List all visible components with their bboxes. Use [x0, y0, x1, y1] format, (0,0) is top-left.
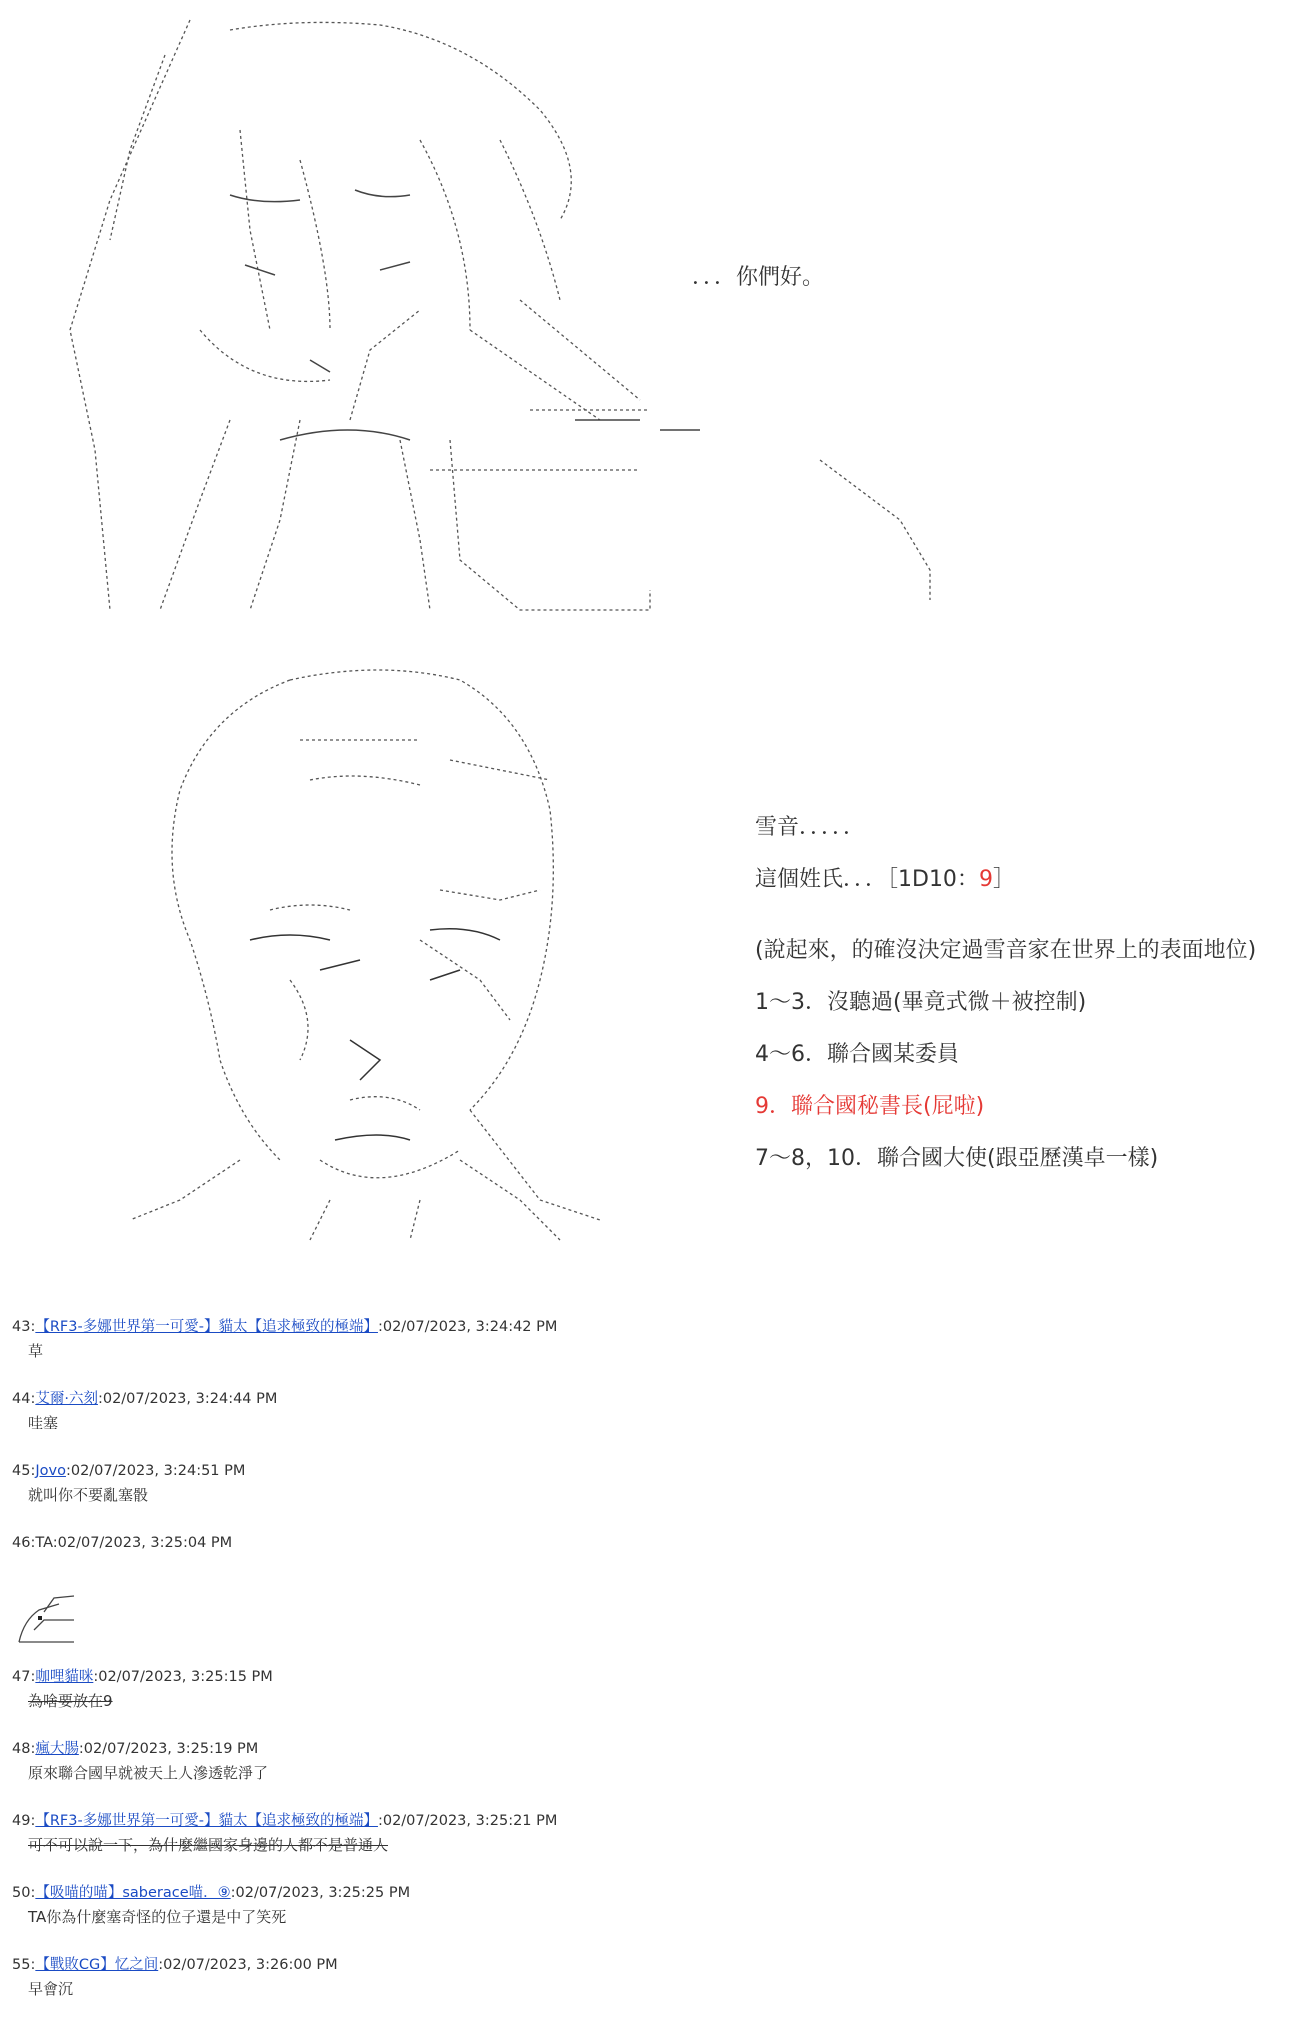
reply-body: 原來聯合國早就被天上人滲透乾淨了 — [28, 1764, 269, 1782]
reply-body — [12, 1554, 1282, 1666]
reply-time: :02/07/2023, 3:24:51 PM — [65, 1463, 246, 1479]
option-7-8-10: 7～8，10．聯合國大使(跟亞歷漢卓一樣) — [755, 1146, 1159, 1171]
reply-number: 48: — [12, 1741, 36, 1757]
reply-author-link[interactable]: 艾爾·六刻 — [35, 1391, 98, 1407]
reply-author-link[interactable]: 咖哩貓咪 — [35, 1669, 94, 1685]
reply-author-link[interactable]: Jovo — [35, 1463, 66, 1479]
reply-item — [12, 1460, 1282, 1532]
option-list — [755, 925, 1295, 1185]
reply-number: 46: — [12, 1535, 36, 1551]
option-1-3: 1～3．沒聽過(畢竟式微＋被控制) — [755, 990, 1087, 1015]
reply-number: 43: — [12, 1319, 36, 1335]
reply-number: 50: — [12, 1885, 36, 1901]
reply-item — [12, 1954, 1282, 2026]
character-art-top — [0, 0, 960, 630]
reply-item — [12, 1810, 1282, 1882]
reply-item — [12, 1532, 1282, 1666]
reply-body: 可不可以說一下，為什麼繼國家身邊的人都不是普通人 — [28, 1836, 389, 1854]
reply-time: :02/07/2023, 3:25:04 PM — [52, 1535, 233, 1551]
reply-author-link[interactable]: 【RF3-多娜世界第一可愛-】貓太【追求極致的極端】 — [35, 1813, 378, 1829]
dice-roll-line — [755, 862, 1015, 893]
reply-header — [12, 1738, 1282, 1760]
reply-header — [12, 1954, 1282, 1976]
reply-time: :02/07/2023, 3:24:42 PM — [377, 1319, 558, 1335]
reply-number: 45: — [12, 1463, 36, 1479]
reply-item — [12, 1666, 1282, 1738]
reply-author-link[interactable]: 瘋大腸 — [35, 1741, 79, 1757]
reply-time: :02/07/2023, 3:24:44 PM — [97, 1391, 278, 1407]
reply-author-link[interactable]: 【吸喵的喵】saberace喵．⑨ — [35, 1885, 231, 1901]
reply-author: TA — [35, 1535, 53, 1551]
reply-header — [12, 1316, 1282, 1338]
dice-roll-result: 9 — [978, 867, 993, 892]
reply-body: 哇塞 — [28, 1414, 59, 1432]
reply-number: 47: — [12, 1669, 36, 1685]
reply-time: :02/07/2023, 3:25:21 PM — [377, 1813, 558, 1829]
reply-body: 為啥要放在9 — [28, 1692, 113, 1710]
dice-roll-prefix: 這個姓氏．．．［1D10： — [755, 867, 979, 892]
reply-body: 草 — [28, 1342, 44, 1360]
reply-time: :02/07/2023, 3:26:00 PM — [158, 1957, 338, 1973]
reply-body: TA你為什麼塞奇怪的位子還是中了笑死 — [28, 1908, 287, 1926]
reply-list — [12, 1316, 1282, 2026]
reply-item — [12, 1882, 1282, 1954]
reply-header — [12, 1810, 1282, 1832]
reply-body: 就叫你不要亂塞骰 — [28, 1486, 149, 1504]
reply-header — [12, 1882, 1282, 1904]
option-note: (說起來，的確沒決定過雪音家在世界上的表面地位) — [755, 938, 1257, 963]
reply-body: 早會沉 — [28, 1980, 74, 1998]
reply-time: :02/07/2023, 3:25:19 PM — [78, 1741, 259, 1757]
reply-header — [12, 1460, 1282, 1482]
sketch-image — [14, 1590, 84, 1650]
reply-time: :02/07/2023, 3:25:25 PM — [230, 1885, 411, 1901]
dice-roll-suffix: ］ — [992, 867, 1015, 892]
reply-number: 49: — [12, 1813, 36, 1829]
option-4-6: 4～6．聯合國某委員 — [755, 1042, 959, 1067]
reply-header — [12, 1666, 1282, 1688]
reply-time: :02/07/2023, 3:25:15 PM — [93, 1669, 273, 1685]
reply-item — [12, 1316, 1282, 1388]
reply-author-link[interactable]: 【戰敗CG】忆之间 — [35, 1957, 159, 1973]
reply-number: 55: — [12, 1957, 36, 1973]
face-art — [120, 640, 680, 1280]
reply-number: 44: — [12, 1391, 36, 1407]
reply-author-link[interactable]: 【RF3-多娜世界第一可愛-】貓太【追求極致的極端】 — [35, 1319, 378, 1335]
reply-header — [12, 1388, 1282, 1410]
reply-item — [12, 1388, 1282, 1460]
greeting-dialog: ．．．你們好。 — [692, 265, 825, 290]
reply-item — [12, 1738, 1282, 1810]
reply-header — [12, 1532, 1282, 1554]
option-9: 9．聯合國秘書長(屁啦) — [755, 1094, 985, 1119]
name-line: 雪音．．．．． — [755, 815, 866, 840]
